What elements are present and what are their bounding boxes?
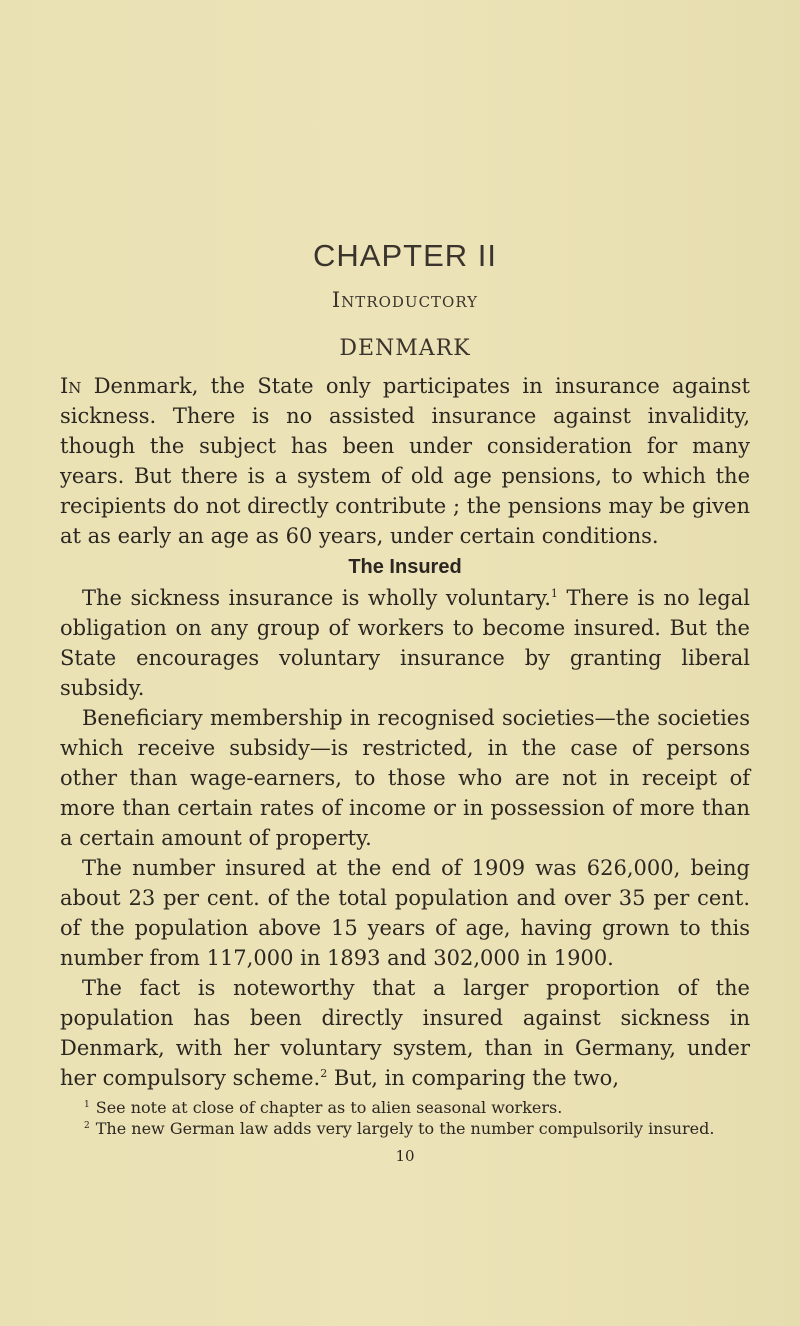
footnote-ref-2: 2: [320, 1067, 328, 1080]
text-block: [60, 238, 750, 1165]
paragraph-1: [60, 371, 750, 551]
page-number: 10: [395, 1147, 415, 1165]
paragraph-2-text-b: There is no legal obligation on any group of workers to become insured. But the State encourages voluntary insurance by granting liberal subsidy.: [60, 586, 750, 700]
dropcap-word: In: [60, 374, 82, 398]
footnotes: [60, 1097, 750, 1139]
paragraph-3: Beneficiary membership in recognised societies—the societies which receive subsidy—is restricted, in the case of persons other than wage-earners, to those who are not in receipt of more than certain rates of income or in possession of more than a certain amount of property.: [60, 706, 750, 850]
country-heading: DENMARK: [339, 336, 471, 361]
footnote-mark: 1: [84, 1099, 90, 1110]
paragraph-1-text: Denmark, the State only participates in insurance against sickness. There is no assisted insurance against invalidity, though the subject has been under consideration for many years. But there is a system of old age pensions, to which the recipients do not directly contribute ; the pensions may be given at as early an age as 60 years, under certain conditions.: [60, 374, 750, 548]
footnote-mark: 2: [84, 1120, 90, 1131]
paragraph-4: The number insured at the end of 1909 was 626,000, being about 23 per cent. of the total population and over 35 per cent. of the population above 15 years of age, having grown to this number from 117,000 in 1893 and 302,000 in 1900.: [60, 856, 750, 970]
subheading: The Insured: [348, 556, 462, 578]
footnote-ref-1: 1: [550, 587, 558, 600]
footnote-1: [60, 1097, 750, 1118]
section-title: Introductory: [331, 288, 479, 312]
paragraph-2-text-a: The sickness insurance is wholly voluntary.: [82, 586, 551, 610]
footnote-text: The new German law adds very largely to the number compulsorily insured.: [95, 1119, 715, 1138]
paragraph-5-text-a: The fact is noteworthy that a larger proportion of the population has been directly insured against sickness in Denmark, with her voluntary system, than in Germany, under her compulsory scheme.: [60, 976, 750, 1090]
paragraph-5: [60, 973, 750, 1093]
paragraph-2: [60, 583, 750, 703]
paragraph-5-text-b: But, in comparing the two,: [327, 1066, 620, 1090]
chapter-title: CHAPTER II: [313, 238, 497, 273]
footnote-text: See note at close of chapter as to alien seasonal workers.: [95, 1098, 563, 1117]
footnote-2: [60, 1118, 750, 1139]
